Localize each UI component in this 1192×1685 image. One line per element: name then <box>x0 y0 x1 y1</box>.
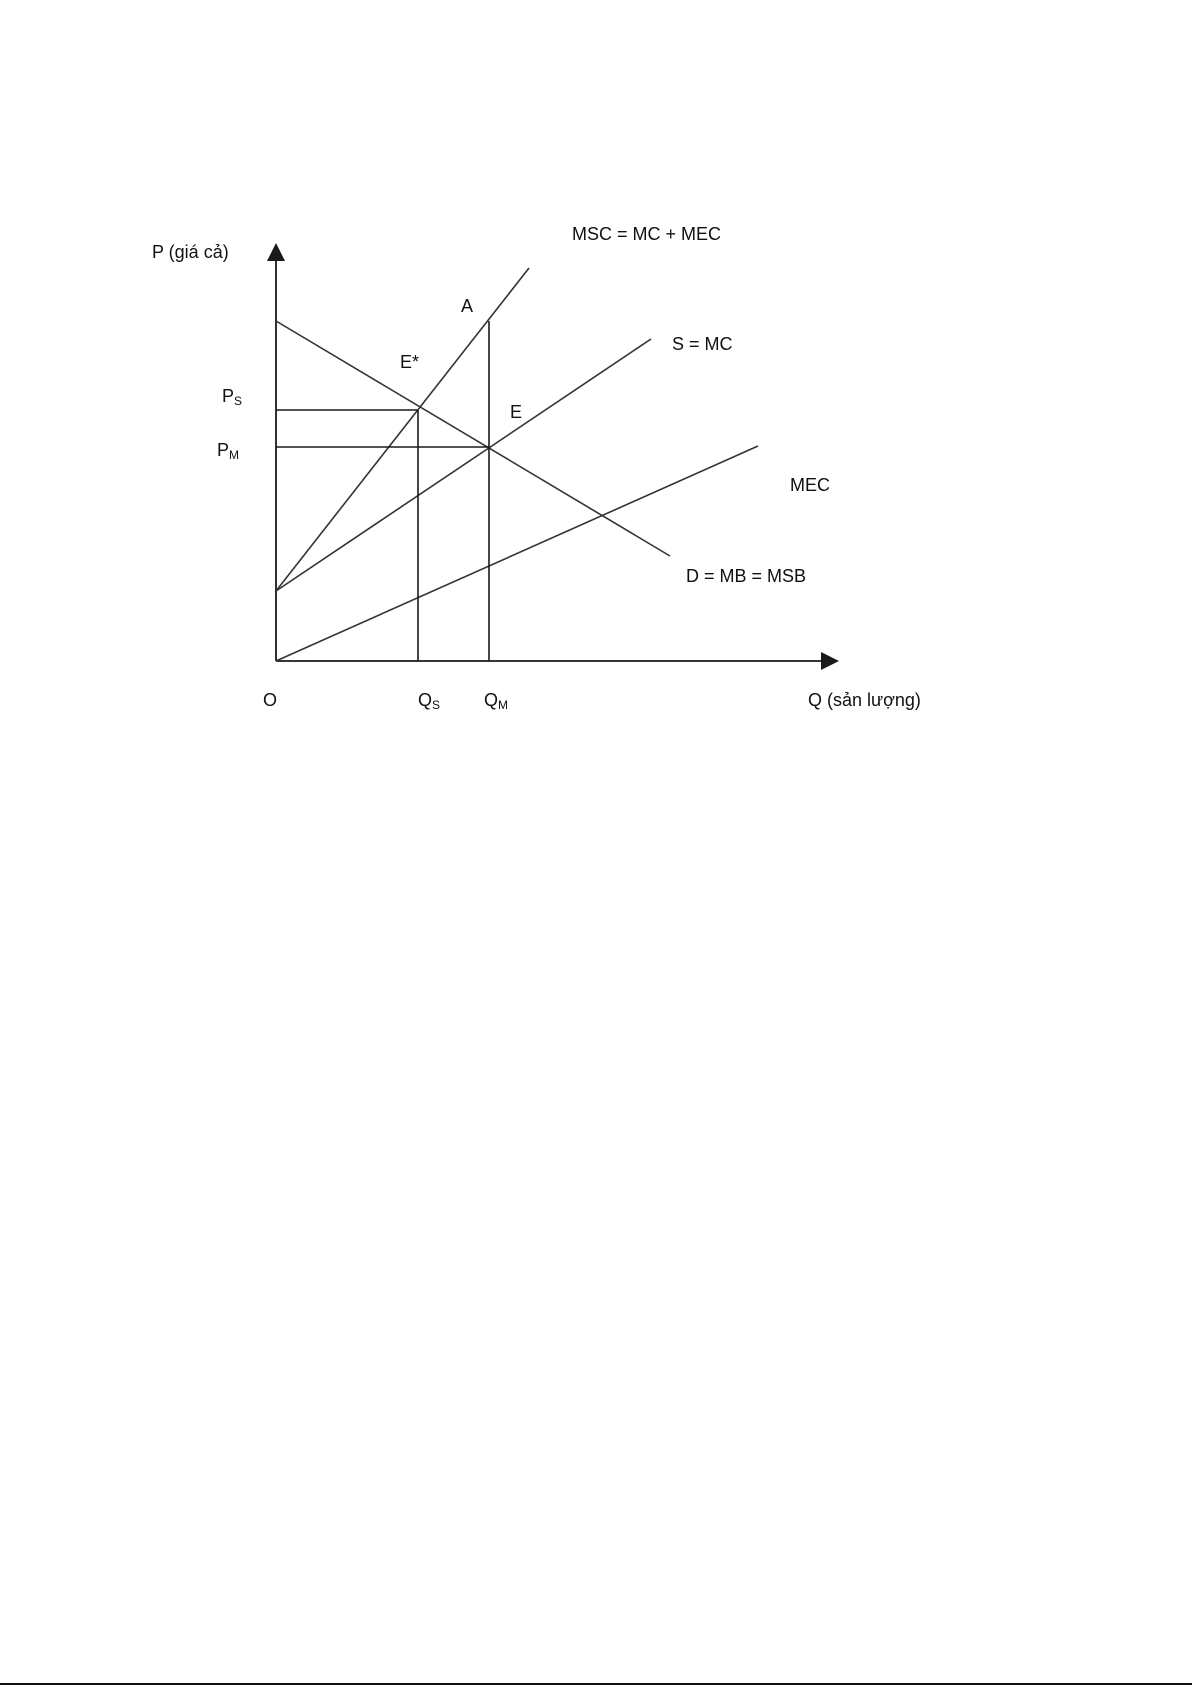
supply-curve <box>276 339 651 591</box>
demand-curve <box>276 321 670 556</box>
point-e-star-label: E* <box>400 352 420 372</box>
demand-label: D = MB = MSB <box>686 566 807 586</box>
msc-label: MSC = MC + MEC <box>572 224 722 244</box>
origin-label: O <box>263 690 278 710</box>
qs-label: QS <box>418 690 441 712</box>
qm-label: QM <box>484 690 509 712</box>
point-e-label: E <box>510 402 523 422</box>
supply-label: S = MC <box>672 334 733 354</box>
pm-label: PM <box>217 440 240 462</box>
y-axis-label: P (giá cả) <box>152 242 229 262</box>
point-a-label: A <box>461 296 474 316</box>
msc-curve <box>276 268 529 591</box>
mec-label: MEC <box>790 475 830 495</box>
mec-curve <box>276 446 758 661</box>
x-axis-label: Q (sản lượng) <box>808 690 921 710</box>
ps-label: PS <box>222 386 243 408</box>
